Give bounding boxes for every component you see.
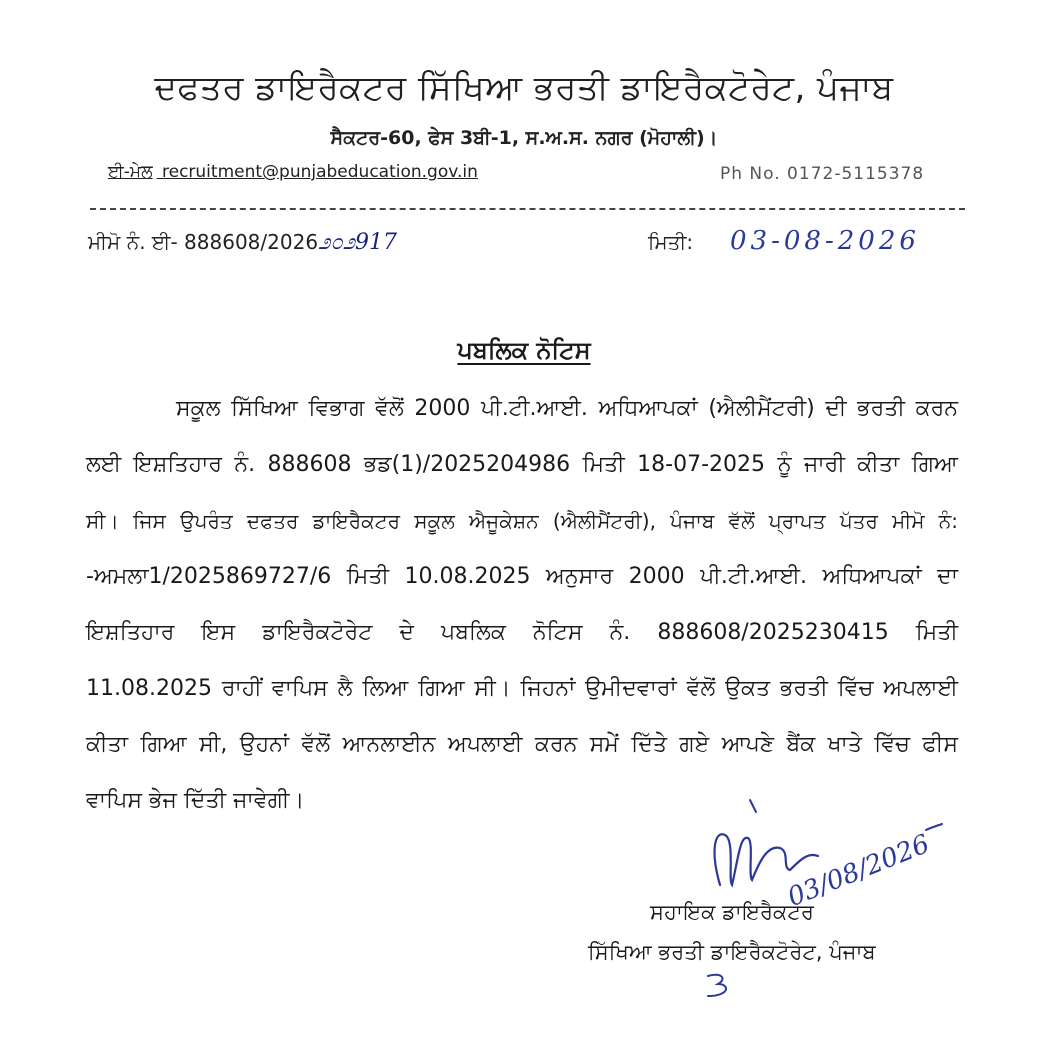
notice-body-line: ਸਕੂਲ ਸਿੱਖਿਆ ਵਿਭਾਗ ਵੱਲੋਂ 2000 ਪੀ.ਟੀ.ਆਈ. ਅਧਿਆਪਕਾਂ (ਐਲੀਮੈਂਟਰੀ) ਦੀ ਭਰਤੀ ਕਰਨ <box>176 396 958 421</box>
email-label: ਈ-ਮੇਲ <box>108 162 153 182</box>
notice-heading <box>0 336 1048 364</box>
office-address: ਸੈਕਟਰ-60, ਫੇਸ 3ਬੀ-1, ਸ.ਅ.ਸ. ਨਗਰ (ਮੋਹਾਲੀ)। <box>330 127 718 149</box>
date-handwritten: 03-08-2026 <box>730 226 920 256</box>
notice-body-line: ਵਾਪਿਸ ਭੇਜ ਦਿੱਤੀ ਜਾਵੇਗੀ। <box>86 788 305 813</box>
memo-number <box>88 230 397 255</box>
notice-body-line: -ਅਮਲਾ1/2025869727/6 ਮਿਤੀ 10.08.2025 ਅਨੁਸਾਰ 2000 ਪੀ.ਟੀ.ਆਈ. ਅਧਿਆਪਕਾਂ ਦਾ <box>86 564 958 589</box>
memo-handwritten-suffix: ೨೦೨917 <box>318 230 397 255</box>
office-title: ਦਫਤਰ ਡਾਇਰੈਕਟਰ ਸਿੱਖਿਆ ਭਰਤੀ ਡਾਇਰੈਕਟੋਰੇਟ, ਪੰਜਾਬ <box>154 68 894 108</box>
signatory-title: ਸਹਾਇਕ ਡਾਇਰੈਕਟਰ <box>650 900 814 924</box>
memo-value: ਈ- 888608/2026 <box>151 230 319 254</box>
initial-mark <box>700 970 750 1000</box>
notice-body-line: ਲਈ ਇਸ਼ਤਿਹਾਰ ਨੰ. 888608 ਭਡ(1)/2025204986 ਮਿਤੀ 18-07-2025 ਨੂੰ ਜਾਰੀ ਕੀਤਾ ਗਿਆ <box>86 452 958 477</box>
notice-heading-text: ਪਬਲਿਕ ਨੋਟਿਸ <box>457 336 591 364</box>
header-divider <box>90 208 965 210</box>
memo-label: ਮੀਮੋ ਨੰ. <box>88 230 146 254</box>
signature-date: 03/08/2026 <box>783 829 934 914</box>
notice-body-line: 11.08.2025 ਰਾਹੀਂ ਵਾਪਿਸ ਲੈ ਲਿਆ ਗਿਆ ਸੀ। ਜਿਹਨਾਂ ਉਮੀਦਵਾਰਾਂ ਵੱਲੋਂ ਉਕਤ ਭਰਤੀ ਵਿੱਚ ਅਪਲਾਈ <box>86 676 958 701</box>
notice-body-line: ਕੀਤਾ ਗਿਆ ਸੀ, ਉਹਨਾਂ ਵੱਲੋਂ ਆਨਲਾਈਨ ਅਪਲਾਈ ਕਰਨ ਸਮੇਂ ਦਿੱਤੇ ਗਏ ਆਪਣੇ ਬੈਂਕ ਖਾਤੇ ਵਿੱਚ ਫੀਸ <box>86 732 958 757</box>
signatory-office: ਸਿੱਖਿਆ ਭਰਤੀ ਡਾਇਰੈਕਟੋਰੇਟ, ਪੰਜਾਬ <box>588 940 876 964</box>
date-label: ਮਿਤੀ: <box>648 230 694 254</box>
email-line <box>108 162 478 182</box>
phone-number: Ph No. 0172-5115378 <box>720 164 925 184</box>
notice-body-line: ਸੀ। ਜਿਸ ਉਪਰੰਤ ਦਫਤਰ ਡਾਇਰੈਕਟਰ ਸਕੂਲ ਐਜੂਕੇਸ਼ਨ (ਐਲੀਮੈਂਟਰੀ), ਪੰਜਾਬ ਵੱਲੋਂ ਪ੍ਰਾਪਤ ਪੱਤਰ ਮੀਮੋ ਨੰ: <box>86 509 958 533</box>
notice-body-line: ਇਸ਼ਤਿਹਾਰ ਇਸ ਡਾਇਰੈਕਟੋਰੇਟ ਦੇ ਪਬਲਿਕ ਨੋਟਿਸ ਨੰ. 888608/2025230415 ਮਿਤੀ <box>86 620 958 645</box>
email-link[interactable]: recruitment@punjabeducation.gov.in <box>162 162 478 182</box>
